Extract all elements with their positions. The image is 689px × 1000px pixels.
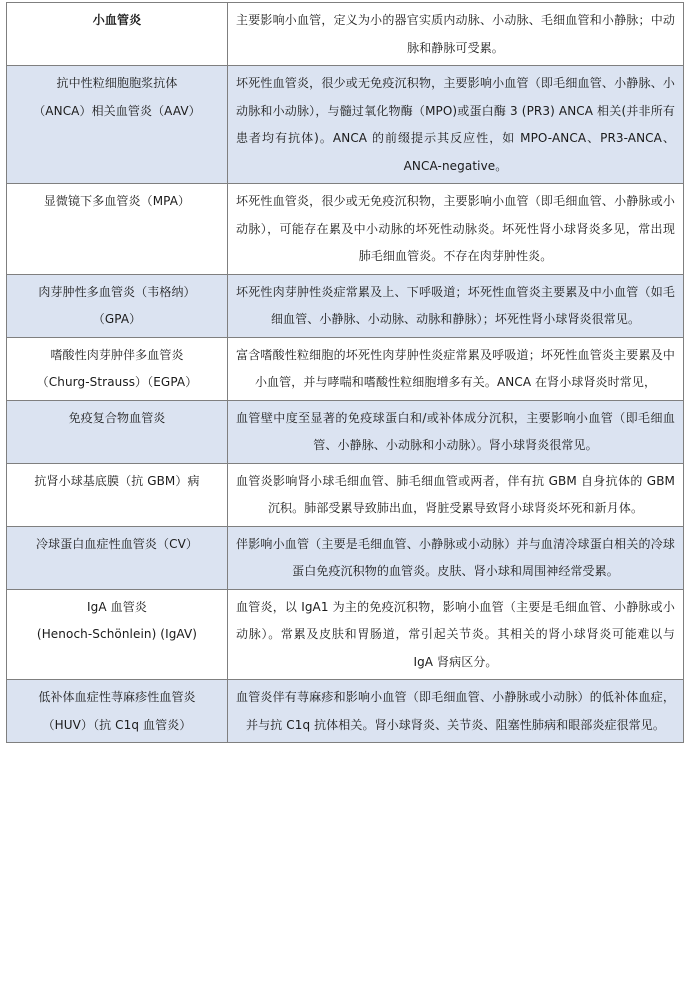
vasculitis-type-cell	[7, 589, 228, 680]
vasculitis-description-cell: 血管炎，以 IgA1 为主的免疫沉积物，影响小血管（主要是毛细血管、小静脉或小动脉）。常累及皮肤和胃肠道，常引起关节炎。其相关的肾小球肾炎可能难以与 IgA 肾病区分。	[228, 589, 684, 680]
table-row	[7, 66, 684, 184]
vasculitis-type-name-line: IgA 血管炎	[87, 599, 147, 614]
table-row	[7, 526, 684, 589]
table-row	[7, 463, 684, 526]
vasculitis-description-cell: 主要影响小血管，定义为小的器官实质内动脉、小动脉、毛细血管和小静脉；中动脉和静脉可受累。	[228, 3, 684, 66]
table-row	[7, 400, 684, 463]
vasculitis-type-name-line: （Churg-Strauss）（EGPA）	[36, 375, 198, 389]
vasculitis-type-name-line: 显微镜下多血管炎（MPA）	[43, 194, 191, 208]
vasculitis-type-name-line: （GPA）	[92, 312, 142, 326]
vasculitis-type-name-line: 小血管炎	[92, 13, 142, 27]
vasculitis-type-name-line: 抗中性粒细胞胞浆抗体	[56, 76, 178, 90]
vasculitis-type-cell	[7, 184, 228, 275]
vasculitis-type-cell	[7, 66, 228, 184]
table-row	[7, 680, 684, 743]
vasculitis-type-cell	[7, 526, 228, 589]
vasculitis-type-cell	[7, 463, 228, 526]
vasculitis-description-cell: 富含嗜酸性粒细胞的坏死性肉芽肿性炎症常累及呼吸道；坏死性血管炎主要累及中小血管，并与哮喘和嗜酸性粒细胞增多有关。ANCA 在肾小球肾炎时常见，	[228, 337, 684, 400]
vasculitis-type-name-line: (Henoch-Schönlein) (IgAV)	[36, 627, 198, 641]
vasculitis-type-name-line: 嗜酸性肉芽肿伴多血管炎	[50, 347, 184, 362]
vasculitis-type-cell	[7, 337, 228, 400]
vasculitis-type-cell	[7, 680, 228, 743]
vasculitis-table	[6, 2, 684, 743]
vasculitis-type-cell	[7, 3, 228, 66]
vasculitis-type-name-line: 低补体血症性荨麻疹性血管炎	[38, 690, 196, 704]
vasculitis-description-cell: 血管炎伴有荨麻疹和影响小血管（即毛细血管、小静脉或小动脉）的低补体血症，并与抗 C1q 抗体相关。肾小球肾炎、关节炎、阻塞性肺病和眼部炎症很常见。	[228, 680, 684, 743]
vasculitis-description-cell: 坏死性血管炎，很少或无免疫沉积物，主要影响小血管（即毛细血管、小静脉、小动脉和小动脉），与髓过氧化物酶（MPO)或蛋白酶 3 (PR3) ANCA 相关(并非所有患者均有抗体)。ANCA 的前缀提示其反应性，如 MPO-ANCA、PR3-ANCA、ANCA-negative。	[228, 66, 684, 184]
vasculitis-type-cell	[7, 274, 228, 337]
table-body	[7, 3, 684, 743]
table-row	[7, 274, 684, 337]
vasculitis-type-name-line: 免疫复合物血管炎	[68, 410, 166, 425]
vasculitis-type-name-line: （HUV）（抗 C1q 血管炎）	[42, 717, 192, 732]
table-row	[7, 589, 684, 680]
table-row	[7, 3, 684, 66]
vasculitis-type-name-line: 冷球蛋白血症性血管炎（CV）	[36, 536, 198, 551]
vasculitis-type-name-line: 肉芽肿性多血管炎（韦格纳）	[38, 284, 196, 299]
vasculitis-type-cell	[7, 400, 228, 463]
vasculitis-description-cell: 坏死性血管炎，很少或无免疫沉积物，主要影响小血管（即毛细血管、小静脉或小动脉），可能存在累及中小动脉的坏死性动脉炎。坏死性肾小球肾炎多见，常出现肺毛细血管炎。不存在肉芽肿性炎。	[228, 184, 684, 275]
vasculitis-description-cell: 伴影响小血管（主要是毛细血管、小静脉或小动脉）并与血清冷球蛋白相关的冷球蛋白免疫沉积物的血管炎。皮肤、肾小球和周围神经常受累。	[228, 526, 684, 589]
vasculitis-description-cell: 血管炎影响肾小球毛细血管、肺毛细血管或两者，伴有抗 GBM 自身抗体的 GBM 沉积。肺部受累导致肺出血，肾脏受累导致肾小球肾炎坏死和新月体。	[228, 463, 684, 526]
vasculitis-type-name-line: 抗肾小球基底膜（抗 GBM）病	[34, 473, 200, 488]
vasculitis-description-cell: 血管壁中度至显著的免疫球蛋白和/或补体成分沉积，主要影响小血管（即毛细血管、小静脉、小动脉和小动脉）。肾小球肾炎很常见。	[228, 400, 684, 463]
table-row	[7, 184, 684, 275]
table-row	[7, 337, 684, 400]
vasculitis-description-cell: 坏死性肉芽肿性炎症常累及上、下呼吸道；坏死性血管炎主要累及中小血管（如毛细血管、小静脉、小动脉、动脉和静脉）；坏死性肾小球肾炎很常见。	[228, 274, 684, 337]
vasculitis-type-name-line: （ANCA）相关血管炎（AAV）	[33, 103, 201, 118]
